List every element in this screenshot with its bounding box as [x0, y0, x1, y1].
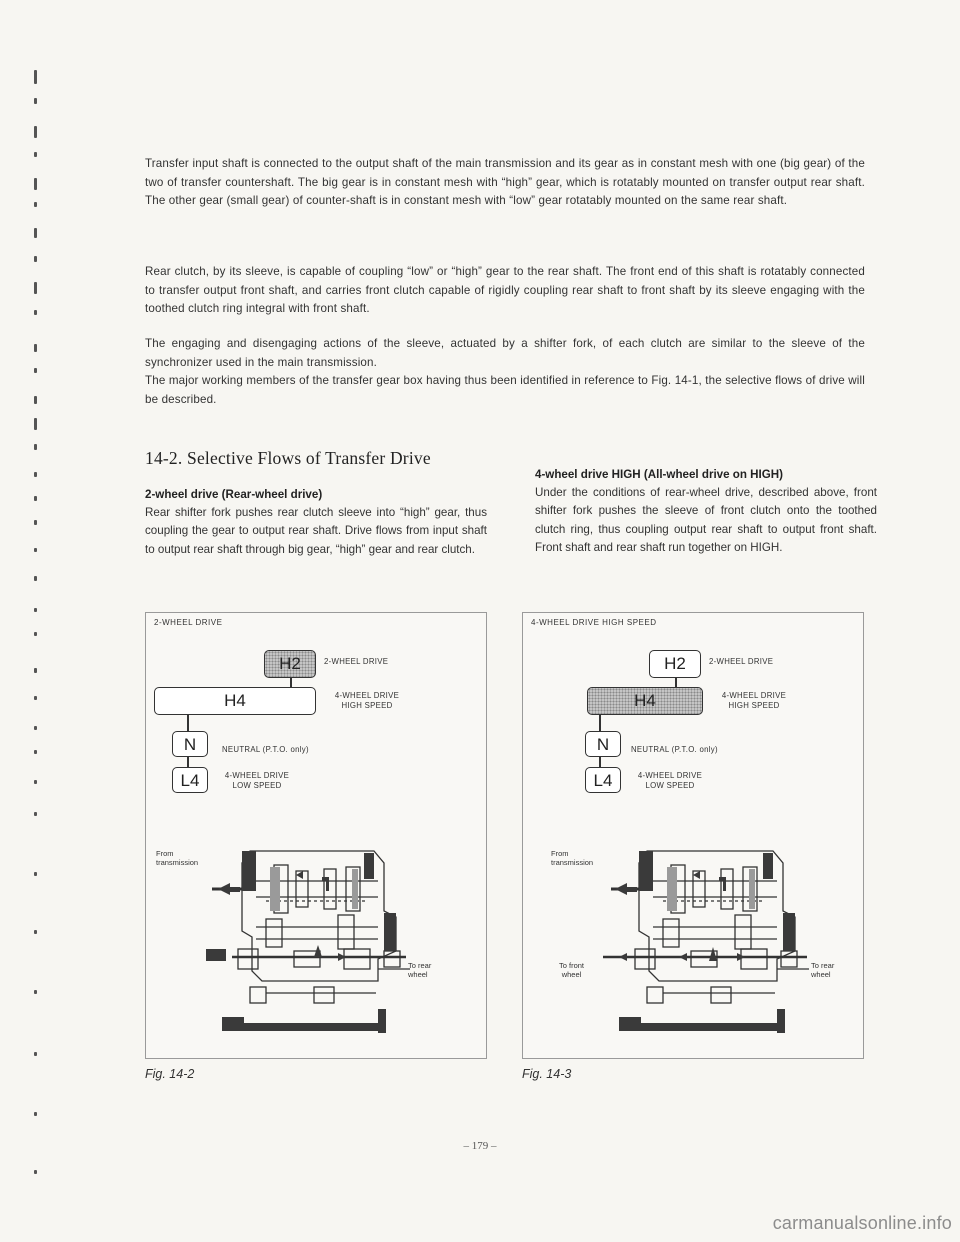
- intro-paragraph-2: Rear clutch, by its sleeve, is capable of coupling “low” or “high” gear to the rear shaft. The front end of this shaft is rotatably connected to transfer output front shaft, and carries front clutch capable of rigidly coupling rear shaft to front shaft by its sleeve engaging with the toothed clutch ring integral with front shaft.: [145, 265, 865, 316]
- h2-label: 2-WHEEL DRIVE: [324, 657, 389, 666]
- h4-label: 4-WHEEL DRIVE HIGH SPEED: [721, 691, 787, 710]
- shift-position-h4: H4: [154, 687, 316, 715]
- figure-header: 4-WHEEL DRIVE HIGH SPEED: [531, 618, 657, 627]
- right-column-subtitle: 4-wheel drive HIGH (All-wheel drive on HIGH): [535, 468, 784, 481]
- figure-4wd-high: [522, 612, 864, 1059]
- watermark: carmanualsonline.info: [772, 1213, 952, 1233]
- shift-position-h2: H2: [264, 650, 316, 678]
- figure-header: 2-WHEEL DRIVE: [154, 618, 223, 627]
- shift-position-n: N: [585, 731, 621, 757]
- shift-position-l4: L4: [172, 767, 208, 793]
- figure-caption-left: Fig. 14-2: [145, 1067, 195, 1081]
- figure-2wd: [145, 612, 487, 1059]
- right-column: [535, 466, 877, 557]
- to-front-wheel-label: To front wheel: [559, 961, 585, 979]
- binding-margin: [28, 60, 48, 1180]
- n-label: NEUTRAL (P.T.O. only): [222, 745, 309, 754]
- from-transmission-label: From transmission: [156, 849, 199, 867]
- page-number: – 179 –: [463, 1140, 497, 1152]
- h2-label: 2-WHEEL DRIVE: [709, 657, 774, 666]
- l4-label: 4-WHEEL DRIVE LOW SPEED: [224, 771, 290, 790]
- intro-paragraph-4: The major working members of the transfer gear box having thus been identified in reference to Fig. 14-1, the selective flows of drive will be described.: [145, 374, 865, 406]
- shift-position-h4: H4: [587, 687, 703, 715]
- left-column-subtitle: 2-wheel drive (Rear-wheel drive): [145, 488, 323, 501]
- shift-position-l4: L4: [585, 767, 621, 793]
- figure-caption-right: Fig. 14-3: [522, 1067, 572, 1081]
- from-transmission-label: From transmission: [551, 849, 594, 867]
- intro-paragraph-3: The engaging and disengaging actions of the sleeve, actuated by a shifter fork, of each clutch are similar to the sleeve of the synchronizer used in the main transmission.: [145, 337, 865, 369]
- shift-pattern: [523, 613, 863, 813]
- left-column: [145, 486, 487, 559]
- n-label: NEUTRAL (P.T.O. only): [631, 745, 718, 754]
- section-title: 14-2. Selective Flows of Transfer Drive: [145, 448, 431, 468]
- intro-paragraph-1: Transfer input shaft is connected to the output shaft of the main transmission and its gear as in constant mesh with one (big gear) of the two of transfer countershaft. The big gear is in constant mesh with “high” gear, which is rotatably mounted on transfer output rear shaft. The other gear (small gear) of counter-shaft is in constant mesh with “low” gear rotatably mounted on the same rear shaft.: [145, 157, 865, 208]
- to-rear-wheel-label: To rear wheel: [811, 961, 835, 979]
- to-rear-wheel-label: To rear wheel: [408, 961, 432, 979]
- shift-pattern: [146, 613, 486, 813]
- shift-position-n: N: [172, 731, 208, 757]
- shift-position-h2: H2: [649, 650, 701, 678]
- right-column-body: Under the conditions of rear-wheel drive, described above, front shifter fork pushes the sleeve of front clutch onto the toothed clutch ring, thus coupling output rear shaft to output front shaft. Front shaft and rear shaft run together on HIGH.: [535, 486, 877, 554]
- transfer-gearbox-cross-section: [146, 841, 486, 1051]
- transfer-gearbox-cross-section: [523, 841, 863, 1051]
- left-column-body: Rear shifter fork pushes rear clutch sleeve into “high” gear, thus coupling the gear to output rear shaft. Drive flows from input shaft to output rear shaft through big gear, “high” gear and rear clutch.: [145, 506, 487, 556]
- h4-label: 4-WHEEL DRIVE HIGH SPEED: [334, 691, 400, 710]
- l4-label: 4-WHEEL DRIVE LOW SPEED: [637, 771, 703, 790]
